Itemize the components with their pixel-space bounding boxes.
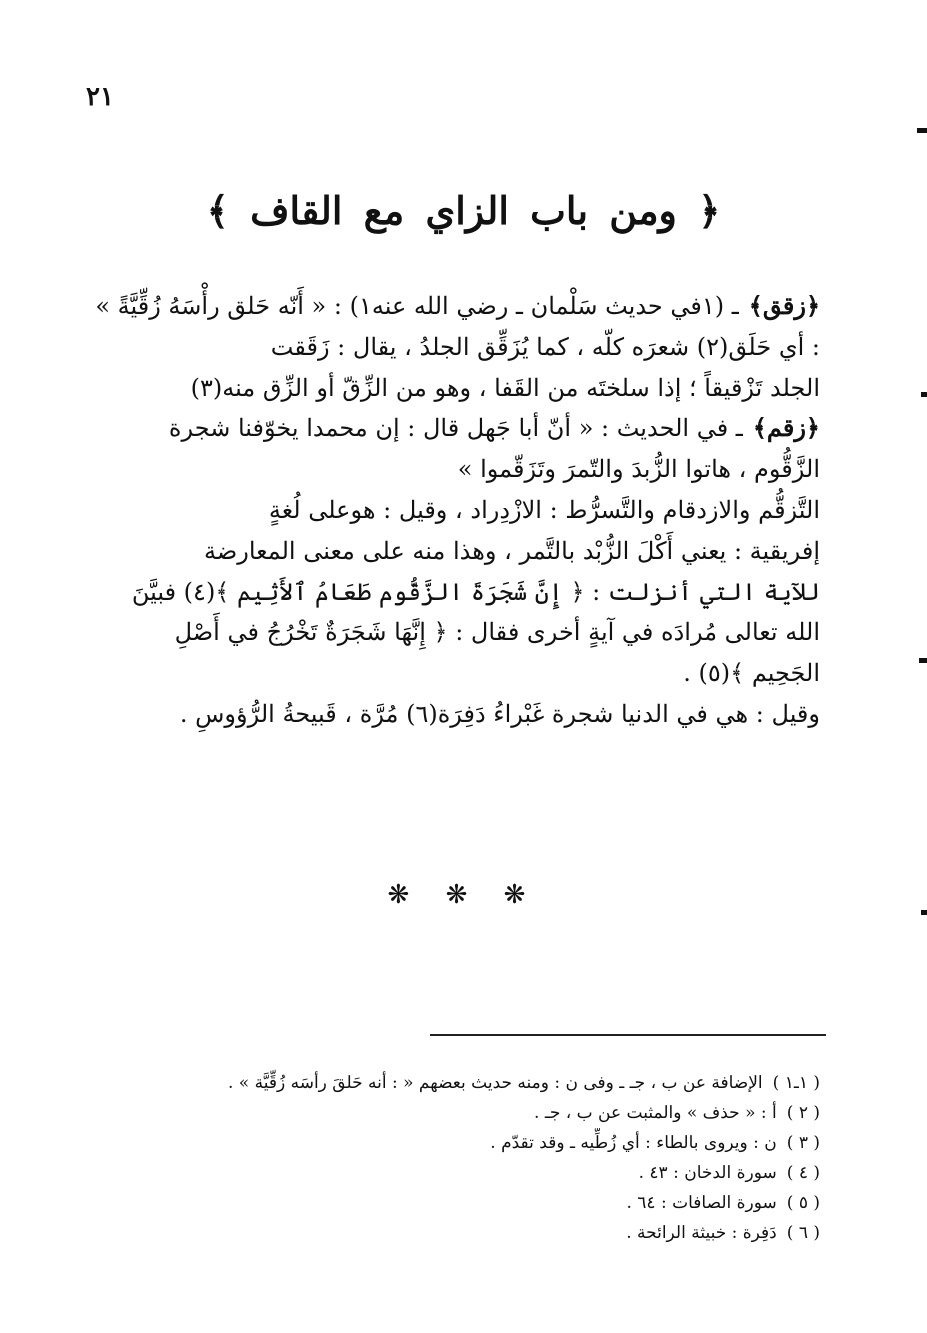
footnote: [70, 1188, 820, 1218]
scan-edge-mark: [921, 392, 927, 397]
footnote-text: سورة الصافات : ٦٤ .: [626, 1193, 777, 1213]
footnote: [70, 1068, 820, 1098]
entry-zaqm: [70, 408, 820, 734]
footnote: [70, 1218, 820, 1248]
entry-line: الزَّقُّوم ، هاتوا الزُّبدَ والتّمرَ وتَزَقّموا »: [457, 455, 820, 484]
entry-line: الله تعالى مُرادَه في آيةٍ أخرى فقال : ﴿ إِنَّهَا شَجَرَةٌ تَخْرُجُ في أَصْلِ: [174, 618, 820, 647]
section-separator: ❋ ❋ ❋: [387, 880, 540, 910]
scan-edge-mark: [919, 658, 927, 663]
footnote-text: سورة الدخان : ٤٣ .: [638, 1163, 777, 1183]
footnote-number: ( ٣ ): [786, 1133, 820, 1153]
entry-line: [70, 286, 820, 327]
footnote-rule: [430, 1034, 826, 1036]
footnote-number: ( ١ـ١ ): [772, 1073, 820, 1093]
entry-line-text: ـ في الحديث : « أنّ أبا جَهل قال : إن محمدا يخوّفنا شجرة: [168, 414, 743, 443]
footnote-number: ( ٦ ): [786, 1223, 820, 1243]
page-number: ٢١: [86, 82, 114, 112]
entry-line: : أي حَلَق(٢) شعرَه كلّه ، كما يُزَقِّق الجلدُ ، يقال : زَقَقت: [270, 332, 820, 361]
entry-line: [70, 408, 820, 449]
entry-line: إفريقية : يعني أَكْلَ الزُّبْد بالتَّمر ، وهذا منه على معنى المعارضة: [203, 536, 820, 565]
entry-line: الجلد تَزْقيقاً ؛ إذا سلختَه من القَفا ، وهو من الزِّقّ أو الزِّق منه(٣): [190, 373, 820, 402]
footnote-text: ن : ويروى بالطاء : أي زُطِّيه ـ وقد تقدّم .: [490, 1133, 777, 1153]
footnote-number: ( ٥ ): [786, 1193, 820, 1213]
scan-edge-mark: [921, 910, 927, 915]
footnote: [70, 1158, 820, 1188]
entry-line: وقيل : هي في الدنيا شجرة غَبْراءُ دَفِرَة(٦) مُرَّة ، قَبيحةُ الرُّؤوسِ .: [179, 699, 820, 728]
footnote-text: أ : « حذف » والمثبت عن ب ، جـ .: [534, 1103, 777, 1123]
chapter-title: ﴿ ومن باب الزاي مع القاف ﴾: [206, 188, 721, 233]
entry-zaqq: [70, 286, 820, 408]
footnote-text: الإضافة عن ب ، جـ ـ وفى ن : ومنه حديث بعضهم « : أنه حَلقَ رأسَه زُقِّيَّة » .: [228, 1073, 763, 1093]
footnote-number: ( ٢ ): [786, 1103, 820, 1123]
dictionary-entries: [70, 286, 820, 735]
footnote-number: ( ٤ ): [786, 1163, 820, 1183]
entry-line: للآية التي أنزلت : ﴿ إِنَّ شَجَرَةَ الزَّقُّوم طَعَامُ ٱلأَثِيم ﴾(٤) فبيَّنَ: [131, 577, 820, 606]
footnote: [70, 1128, 820, 1158]
entry-line: الجَحِيم ﴾(٥) .: [683, 659, 820, 688]
entry-headword: ﴿زقم﴾: [752, 413, 820, 443]
entry-headword: ﴿زقق﴾: [748, 291, 820, 320]
entry-line-text: ـ (١في حديث سَلْمان ـ رضي الله عنه١) : « أَنّه حَلق رأْسَهُ زُقِّيَّةً »: [95, 292, 739, 320]
footnotes: [70, 1068, 820, 1248]
entry-line: التَّزقُّم والازدقام والتَّسرُّط : الازْدِراد ، وقيل : هوعلى لُغةٍ: [268, 495, 820, 524]
scan-edge-mark: [917, 128, 927, 133]
footnote-text: دَفِرة : خبيثة الرائحة .: [626, 1223, 777, 1243]
footnote: [70, 1098, 820, 1128]
